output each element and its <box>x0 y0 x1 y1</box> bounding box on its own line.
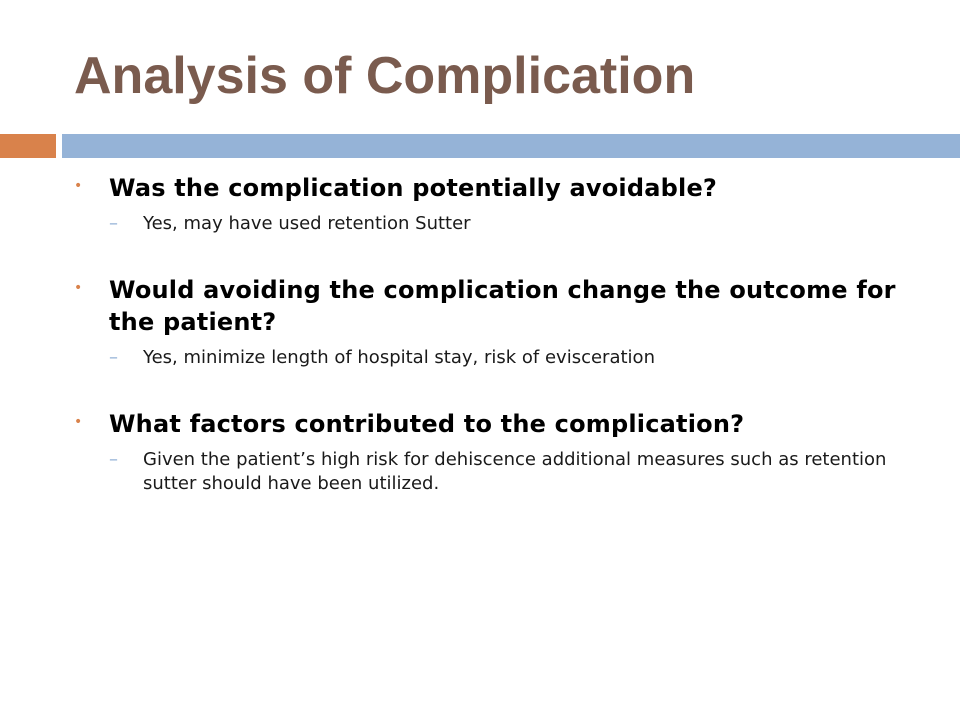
accent-bar-right <box>62 134 960 158</box>
accent-bar-left <box>0 134 56 158</box>
bullet-dot-icon: • <box>74 414 83 430</box>
bullet-question: Would avoiding the complication change the outcome for the patient? <box>109 276 896 336</box>
sub-bullet-text: Yes, minimize length of hospital stay, risk of evisceration <box>143 347 655 368</box>
dash-icon: – <box>109 347 118 368</box>
bullet-point <box>74 408 924 496</box>
bullet-dot-icon: • <box>74 280 83 296</box>
bullet-question: Was the complication potentially avoidable? <box>109 174 718 202</box>
dash-icon: – <box>109 213 118 234</box>
sub-bullet <box>109 448 924 496</box>
slide-content <box>74 172 924 496</box>
bullet-point <box>74 274 924 370</box>
sub-bullet <box>109 212 924 236</box>
sub-bullet <box>109 346 924 370</box>
bullet-question: What factors contributed to the complication? <box>109 410 745 438</box>
sub-bullet-text: Given the patient’s high risk for dehiscence additional measures such as retention sutter should have been utilized. <box>143 449 887 494</box>
bullet-point <box>74 172 924 236</box>
slide-title: Analysis of Complication <box>74 47 696 105</box>
dash-icon: – <box>109 449 118 470</box>
bullet-dot-icon: • <box>74 178 83 194</box>
sub-bullet-text: Yes, may have used retention Sutter <box>143 213 471 234</box>
